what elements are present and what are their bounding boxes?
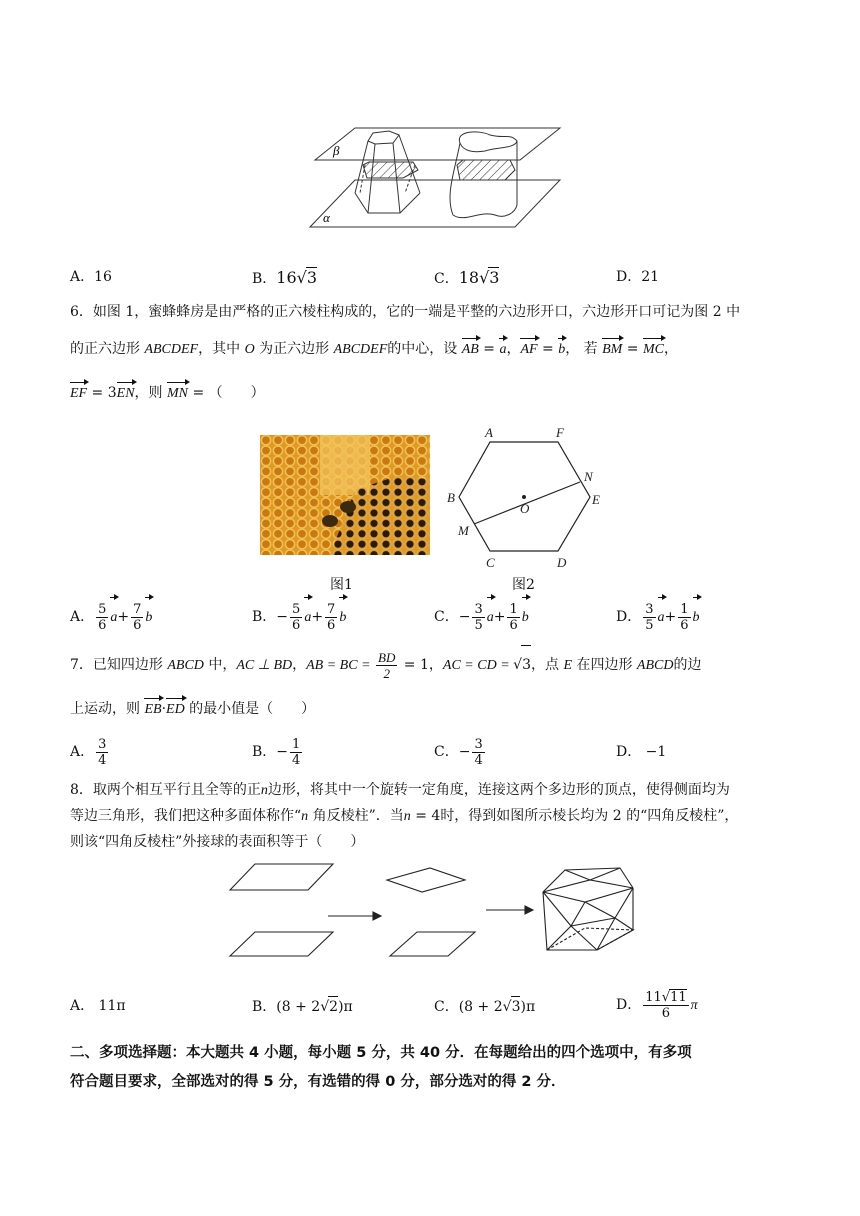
q7-option-b: B．− $\frac{1}{4}$	[252, 736, 301, 768]
center-o	[522, 495, 526, 499]
q5-figure	[305, 125, 565, 233]
antiprism-top	[543, 880, 633, 902]
point-n: N	[584, 469, 593, 484]
q5-option-d: D．21	[616, 269, 660, 285]
irregular-section	[457, 160, 515, 180]
q7-line-1: 7．已知四边形 ABCD 中，AC ⊥ BD，AB = BC = $\frac{BD}{2}$ = 1，AC = CD = √3，点 E 在四边形 ABCD的边	[70, 645, 701, 685]
irregular-top	[459, 132, 517, 152]
q8-line-3: 则该“四角反棱柱”外接球的表面积等于（ ）	[70, 834, 365, 850]
honeycomb-photo	[260, 435, 430, 555]
q8-line-1: 8．取两个相互平行且全等的正n边形，将其中一个旋转一定角度，连接这两个多边形的顶点，使得侧面均为	[70, 782, 730, 798]
fig1-caption: 图1	[330, 577, 353, 593]
q5-option-c: C．18√3	[434, 268, 500, 287]
square-top-1	[230, 864, 333, 890]
square-bottom-2	[390, 932, 475, 956]
vertex-f: F	[556, 425, 564, 440]
frustum-top	[368, 131, 399, 144]
fig2-caption: 图2	[512, 577, 535, 593]
q8-option-c: C．(8 + 2√3)π	[434, 996, 535, 1017]
q7-option-c: C．− $\frac{3}{4}$	[434, 736, 483, 768]
q6-option-c: C．− $\frac{3}{5}$ a+ $\frac{1}{6}$ b	[434, 598, 529, 637]
q7-option-d: D． −1	[616, 744, 667, 760]
section2-line-1: 二、多项选择题：本大题共 4 小题，每小题 5 分，共 40 分．在每题给出的四个选项中，有多项	[70, 1045, 692, 1061]
section2-line-2: 符合题目要求，全部选对的得 5 分，有选错的得 0 分，部分选对的得 2 分．	[70, 1074, 566, 1090]
vertex-b: B	[447, 490, 455, 505]
vertex-c: C	[486, 555, 495, 570]
vertex-a: A	[485, 425, 493, 440]
plane-beta	[315, 128, 560, 160]
q5-option-a: A．16	[70, 269, 112, 285]
plane-alpha	[310, 180, 560, 227]
q6-line-2: 的正六边形 ABCDEF，其中 O 为正六边形 ABCDEF的中心，设 AB = a，AF = b， 若 BM = MC，	[70, 339, 678, 360]
point-m: M	[458, 523, 469, 538]
q6-line-1: 6．如图 1，蜜蜂蜂房是由严格的正六棱柱构成的，它的一端是平整的六边形开口，六边形开口可记为图 2 中	[70, 304, 741, 320]
q7-option-a: A． $\frac{3}{4}$	[70, 736, 107, 768]
vertex-e: E	[592, 492, 600, 507]
q6-option-a: A． $\frac{5}{6}$ a+ $\frac{7}{6}$ b	[70, 598, 152, 637]
point-o: O	[520, 501, 530, 516]
vertex-d: D	[557, 555, 567, 570]
q8-option-b: B．(8 + 2√2)π	[252, 996, 353, 1017]
square-bottom-1	[230, 932, 333, 956]
q8-option-a: A． 11π	[70, 998, 126, 1014]
antiprism-figure	[225, 858, 645, 966]
alpha-label: α	[323, 210, 330, 225]
rotated-square	[387, 868, 465, 892]
q8-option-d: D． $\frac{11√11}{6}$ π	[616, 990, 698, 1021]
q8-line-2: 等边三角形，我们把这种多面体称作“n 角反棱柱”．当n = 4时，得到如图所示棱长均为 2 的“四角反棱柱”，	[70, 808, 739, 824]
q6-line-3: EF = 3EN，则 MN = （ ）	[70, 383, 265, 404]
antiprism-bottom	[547, 928, 633, 950]
beta-label: β	[333, 143, 340, 158]
q7-line-2: 上运动，则 EB·ED 的最小值是（ ）	[70, 699, 315, 720]
hexagon-figure	[445, 425, 615, 573]
frustum-section	[363, 162, 418, 178]
q6-option-b: B．− $\frac{5}{6}$ a+ $\frac{7}{6}$ b	[252, 598, 346, 637]
q5-option-b: B．16√3	[252, 268, 318, 287]
q6-option-d: D． $\frac{3}{5}$ a+ $\frac{1}{6}$ b	[616, 598, 700, 637]
